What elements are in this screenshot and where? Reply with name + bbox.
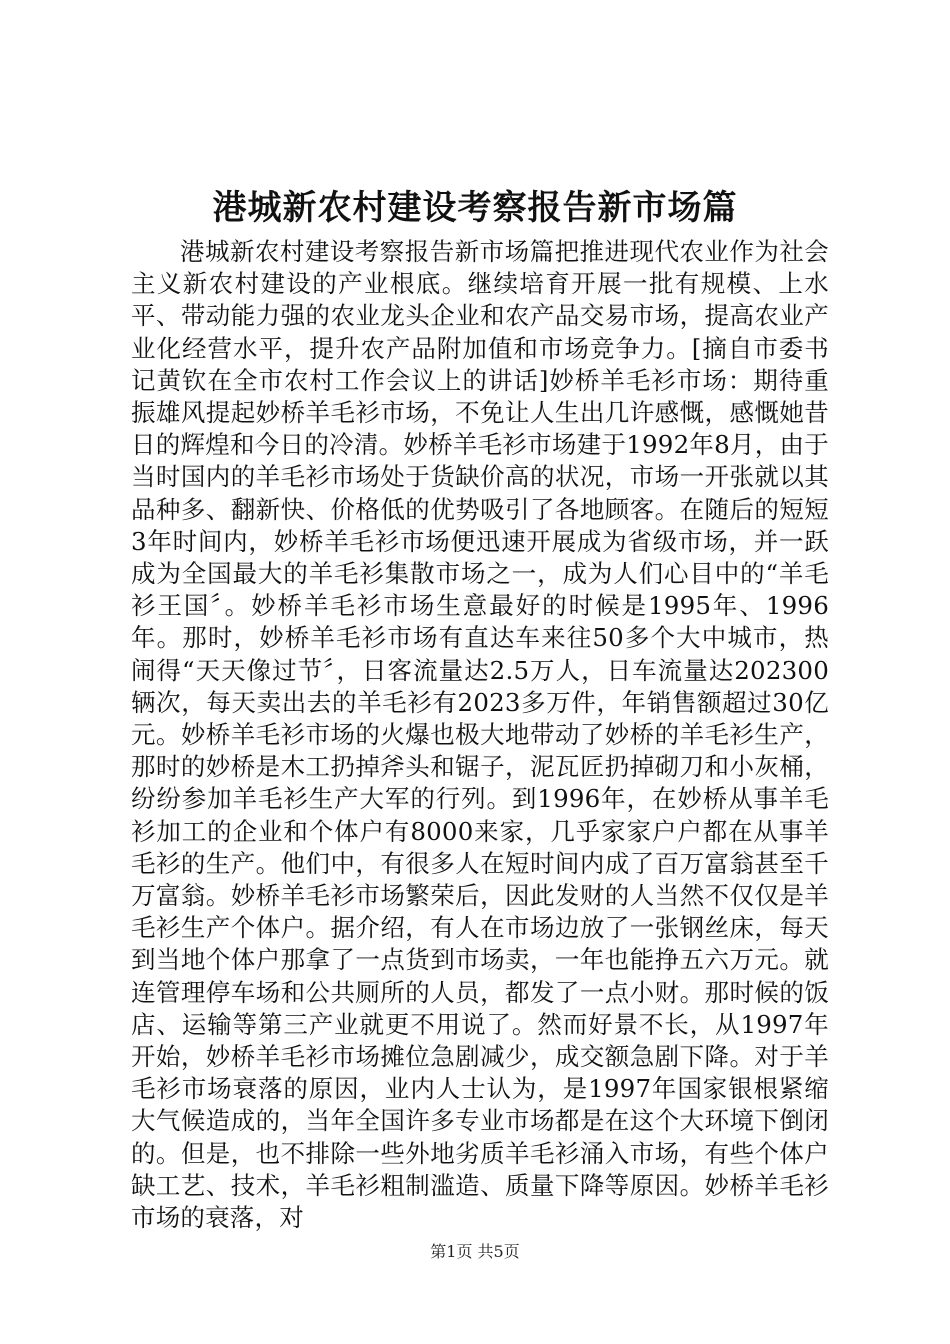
document-body-paragraph: 港城新农村建设考察报告新市场篇把推进现代农业作为社会主义新农村建设的产业根底。继续培育开展一批有规模、上水平、带动能力强的农业龙头企业和农产品交易市场，提高农业产业化经营水平，提升农产品附加值和市场竞争力。[摘自市委书记黄钦在全市农村工作会议上的讲话]妙桥羊毛衫市场：期待重振雄风提起妙桥羊毛衫市场，不免让人生出几许感慨，感慨她昔日的辉煌和今日的冷清。妙桥羊毛衫市场建于1992年8月，由于当时国内的羊毛衫市场处于货缺价高的状况，市场一开张就以其品种多、翻新快、价格低的优势吸引了各地顾客。在随后的短短3年时间内，妙桥羊毛衫市场便迅速开展成为省级市场，并一跃成为全国最大的羊毛衫集散市场之一，成为人们心目中的“羊毛衫王国〞。妙桥羊毛衫市场生意最好的时候是1995年、1996年。那时，妙桥羊毛衫市场有直达车来往50多个大中城市，热闹得“天天像过节〞，日客流量达2.5万人，日车流量达202300辆次，每天卖出去的羊毛衫有2023多万件，年销售额超过30亿元。妙桥羊毛衫市场的火爆也极大地带动了妙桥的羊毛衫生产，那时的妙桥是木工扔掉斧头和锯子，泥瓦匠扔掉砌刀和小灰桶，纷纷参加羊毛衫生产大军的行列。到1996年，在妙桥从事羊毛衫加工的企业和个体户有8000来家，几乎家家户户都在从事羊毛衫的生产。他们中，有很多人在短时间内成了百万富翁甚至千万富翁。妙桥羊毛衫市场繁荣后，因此发财的人当然不仅仅是羊毛衫生产个体户。据介绍，有人在市场边放了一张钢丝床，每天到当地个体户那拿了一点货到市场卖，一年也能挣五六万元。就连管理停车场和公共厕所的人员，都发了一点小财。那时候的饭店、运输等第三产业就更不用说了。然而好景不长，从1997年开始，妙桥羊毛衫市场摊位急剧减少，成交额急剧下降。对于羊毛衫市场衰落的原因，业内人士认为，是1997年国家银根紧缩大气候造成的，当年全国许多专业市场都是在这个大环境下倒闭的。但是，也不排除一些外地劣质羊毛衫涌入市场，有些个体户缺工艺、技术，羊毛衫粗制滥造、质量下降等原因。妙桥羊毛衫市场的衰落，对 bbox=[131, 237, 829, 1233]
page-footer-page-number: 第1页 共5页 bbox=[430, 1242, 520, 1261]
document-title: 港城新农村建设考察报告新市场篇 bbox=[212, 188, 738, 228]
